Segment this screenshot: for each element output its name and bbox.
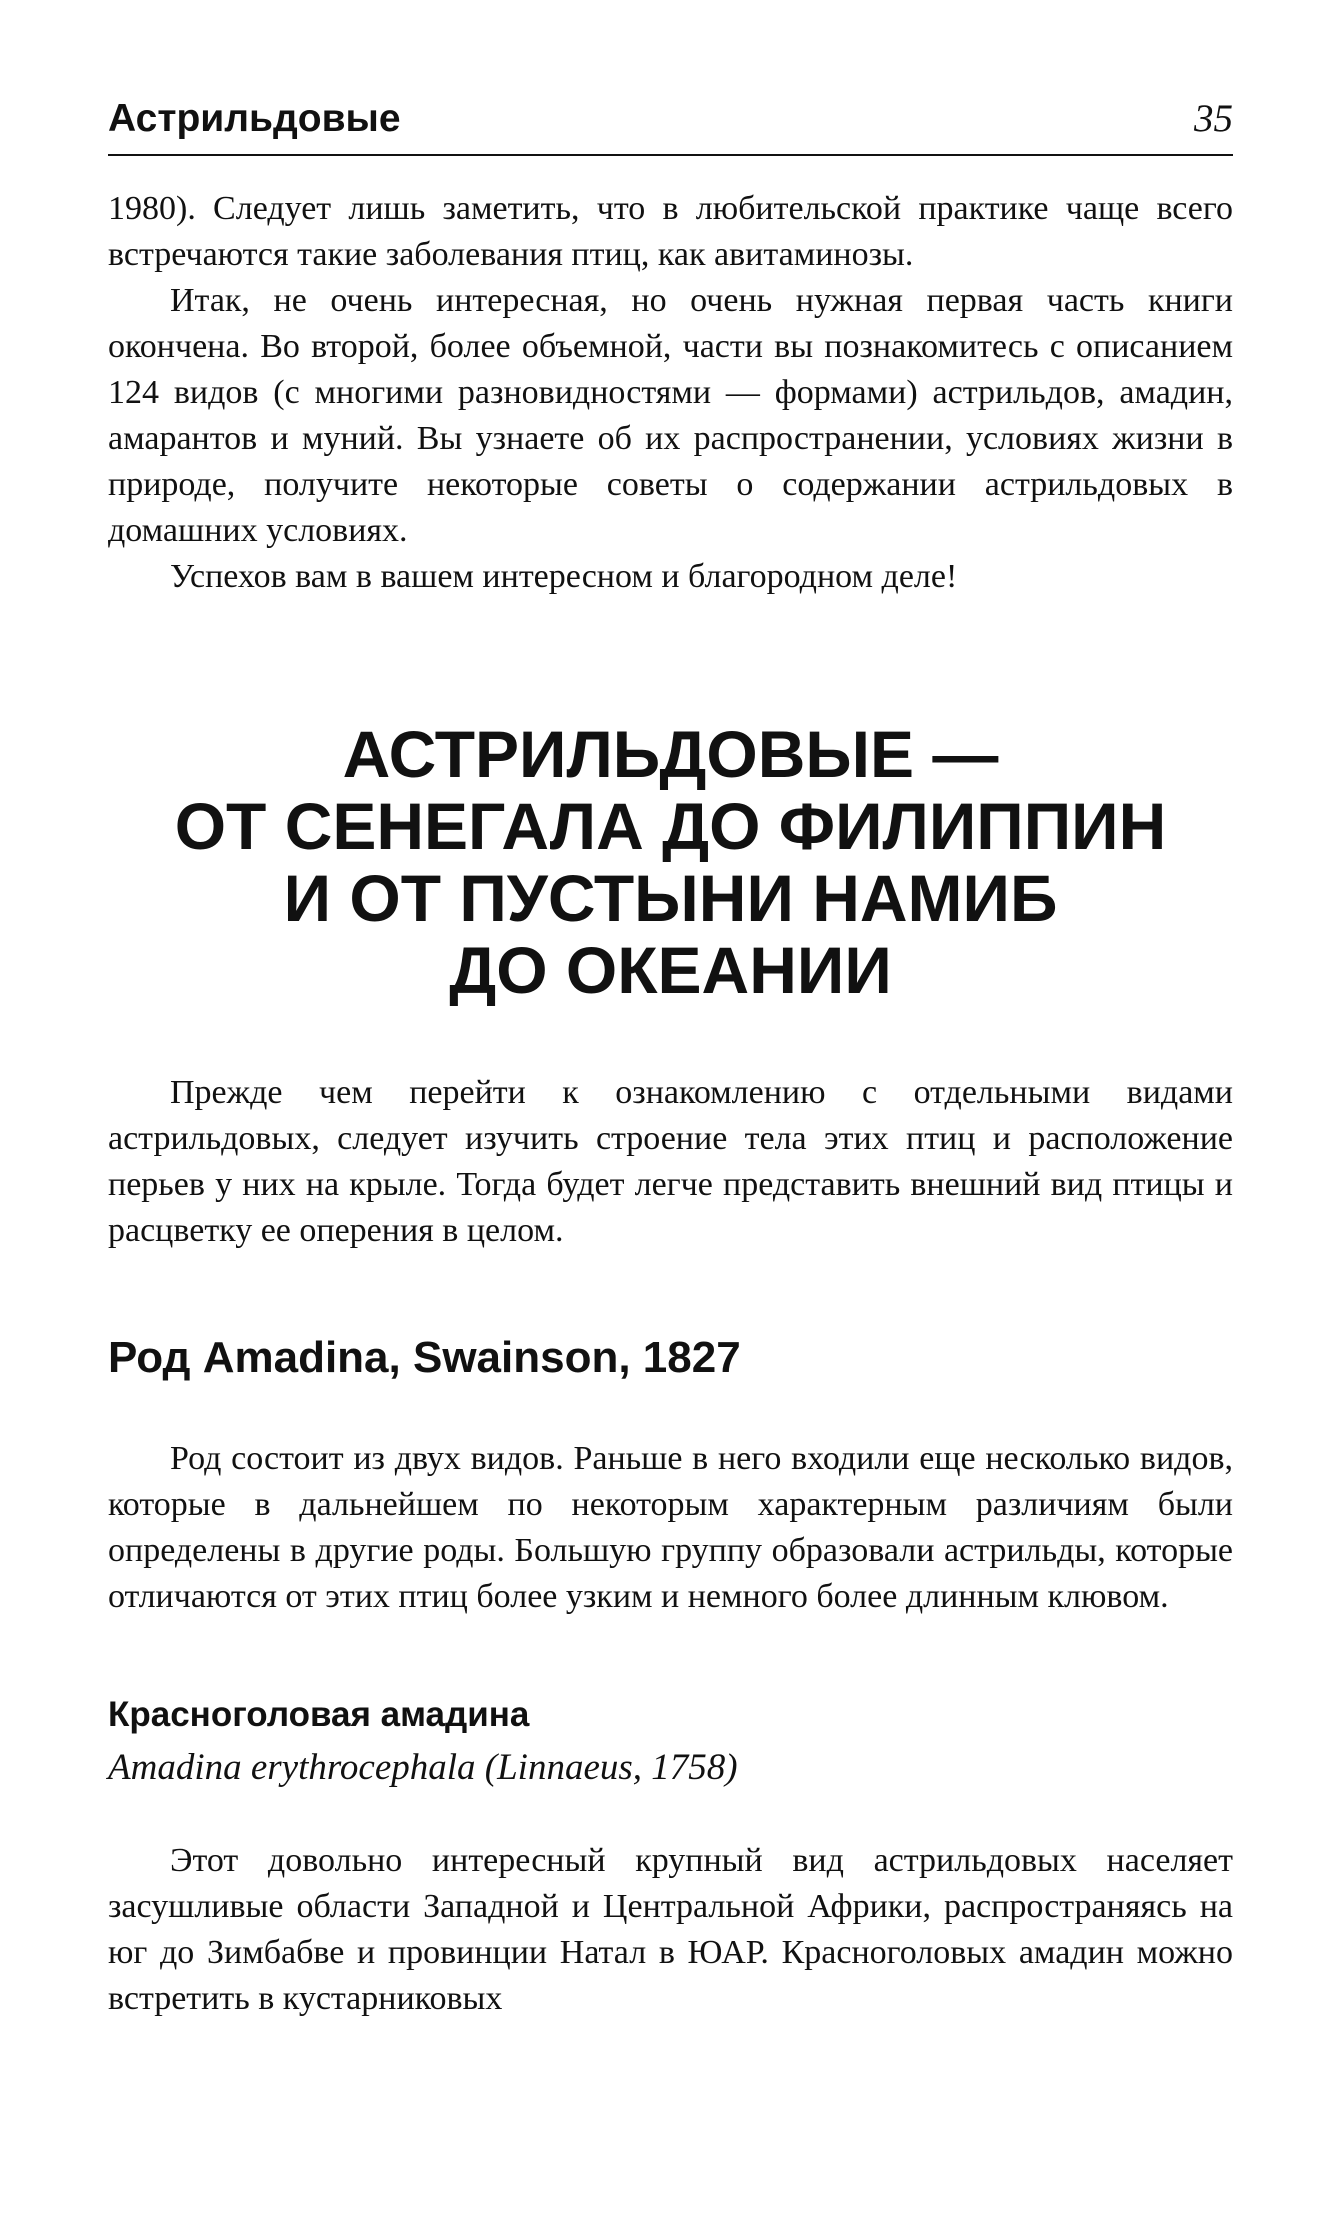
chapter-title-line: АСТРИЛЬДОВЫЕ — bbox=[342, 717, 999, 791]
running-title: Астрильдовые bbox=[108, 97, 401, 140]
chapter-title-line: ДО ОКЕАНИИ bbox=[449, 933, 892, 1007]
species-description: Этот довольно интересный крупный вид астрильдовых населяет засушливые области Западной и Центральной Африки, распространяясь на юг до Зимбабве и провинции Натал в ЮАР. Красноголовых амадин можно встретить в кустарниковых bbox=[108, 1842, 1233, 2017]
book-page bbox=[108, 92, 1233, 2022]
genus-heading: Род Amadina, Swainson, 1827 bbox=[108, 1333, 741, 1382]
chapter-intro-paragraph: Прежде чем перейти к ознакомлению с отдельными видами астрильдовых, следует изучить строение тела этих птиц и расположение перьев у них на крыле. Тогда будет легче представить внешний вид птицы и расцветку ее оперения в целом. bbox=[108, 1074, 1233, 1249]
species-latin-name: Amadina erythrocephala (Linnaeus, 1758) bbox=[108, 1747, 738, 1788]
intro-paragraph: Итак, не очень интересная, но очень нужная первая часть книги окончена. Во второй, более объемной, части вы познакомитесь с описанием 124 видов (с многими разновидностями — формами) астрильдов, амадин, амарантов и муний. Вы узнаете об их распространении, условиях жизни в природе, получите некоторые советы о содержании астрильдовых в домашних условиях. bbox=[108, 282, 1233, 549]
genus-description: Род состоит из двух видов. Раньше в него входили еще несколько видов, которые в дальнейшем по некоторым характерным различиям были определены в другие роды. Большую группу образовали астрильды, которые отличаются от этих птиц более узким и немного более длинным клювом. bbox=[108, 1440, 1233, 1615]
chapter-title-line: ОТ СЕНЕГАЛА ДО ФИЛИППИН bbox=[174, 789, 1167, 863]
chapter-title-line: И ОТ ПУСТЫНИ НАМИБ bbox=[283, 861, 1058, 935]
intro-paragraph-continuation: 1980). Следует лишь заметить, что в любительской практике чаще всего встречаются такие заболевания птиц, как авитаминозы. bbox=[108, 190, 1233, 273]
intro-paragraph-closing: Успехов вам в вашем интересном и благородном деле! bbox=[170, 558, 958, 595]
running-head bbox=[108, 92, 1233, 156]
intro-section bbox=[108, 186, 1233, 600]
species-name-heading: Красноголовая амадина bbox=[108, 1695, 530, 1734]
page-number: 35 bbox=[1194, 97, 1233, 140]
chapter-title bbox=[108, 718, 1233, 1006]
